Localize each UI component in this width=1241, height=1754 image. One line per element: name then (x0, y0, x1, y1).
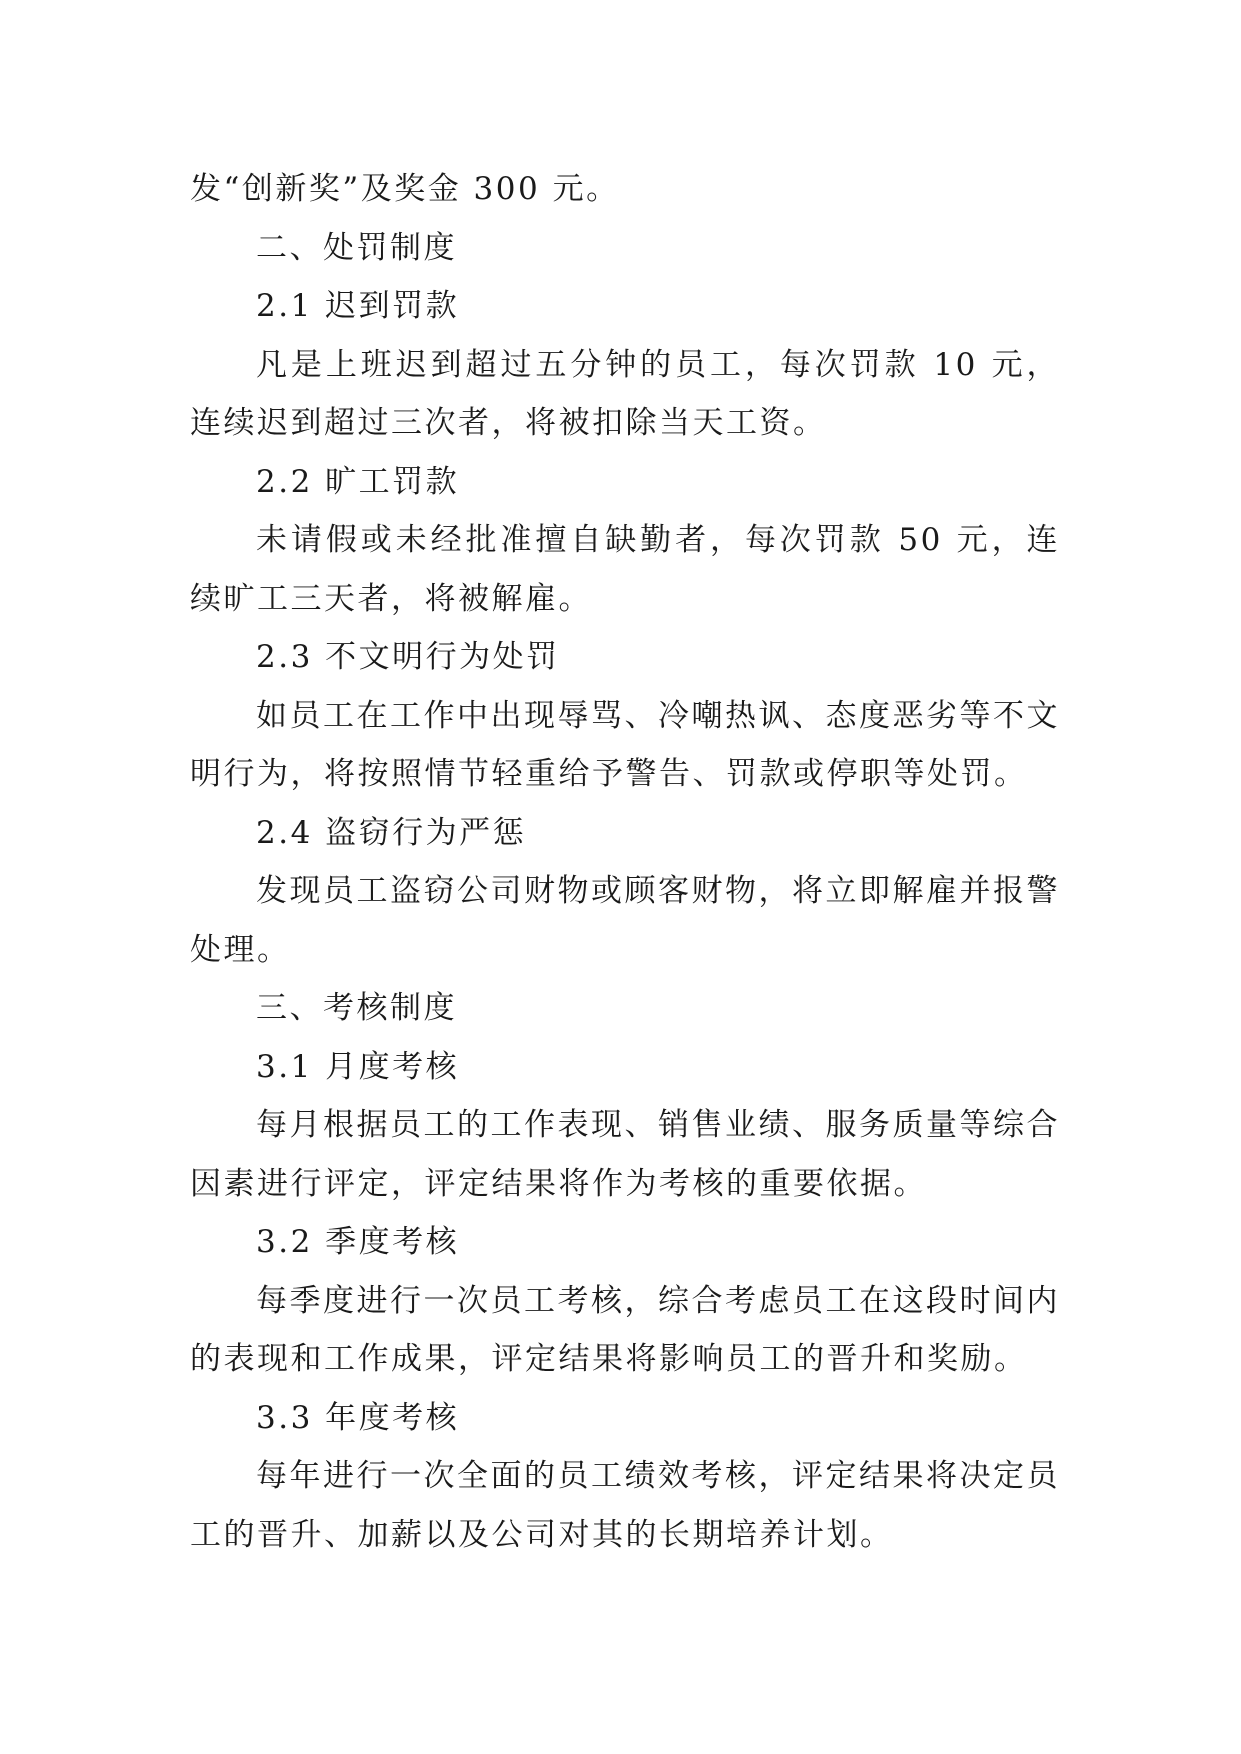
paragraph-monthly: 每月根据员工的工作表现、销售业绩、服务质量等综合因素进行评定，评定结果将作为考核的重要依据。 (190, 1107, 1060, 1202)
subheading-theft: 2.4 盗窃行为严惩 (256, 814, 527, 851)
paragraph-theft: 发现员工盗窃公司财物或顾客财物，将立即解雇并报警处理。 (190, 873, 1060, 968)
subheading-late-fine: 2.1 迟到罚款 (256, 288, 460, 324)
section-heading-penalty: 二、处罚制度 (256, 229, 457, 266)
section-heading-assessment: 三、考核制度 (256, 990, 457, 1026)
paragraph-quarterly: 每季度进行一次员工考核，综合考虑员工在这段时间内的表现和工作成果，评定结果将影响员工的晋升和奖励。 (190, 1282, 1060, 1377)
subheading-quarterly: 3.2 季度考核 (256, 1224, 460, 1260)
paragraph-continuation: 发“创新奖”及奖金 300 元。 (190, 171, 620, 207)
subheading-absence-fine: 2.2 旷工罚款 (256, 463, 460, 500)
paragraph-absence-fine: 未请假或未经批准擅自缺勤者，每次罚款 50 元，连续旷工三天者，将被解雇。 (190, 522, 1060, 617)
subheading-monthly: 3.1 月度考核 (256, 1048, 460, 1085)
paragraph-misconduct: 如员工在工作中出现辱骂、冷嘲热讽、态度恶劣等不文明行为，将按照情节轻重给予警告、罚款或停职等处罚。 (190, 697, 1060, 792)
paragraph-late-fine: 凡是上班迟到超过五分钟的员工，每次罚款 10 元，连续迟到超过三次者，将被扣除当天工资。 (190, 346, 1060, 441)
paragraph-annual: 每年进行一次全面的员工绩效考核，评定结果将决定员工的晋升、加薪以及公司对其的长期培养计划。 (190, 1458, 1060, 1553)
subheading-misconduct: 2.3 不文明行为处罚 (256, 639, 560, 675)
subheading-annual: 3.3 年度考核 (256, 1399, 460, 1436)
document-body (190, 160, 1060, 1564)
